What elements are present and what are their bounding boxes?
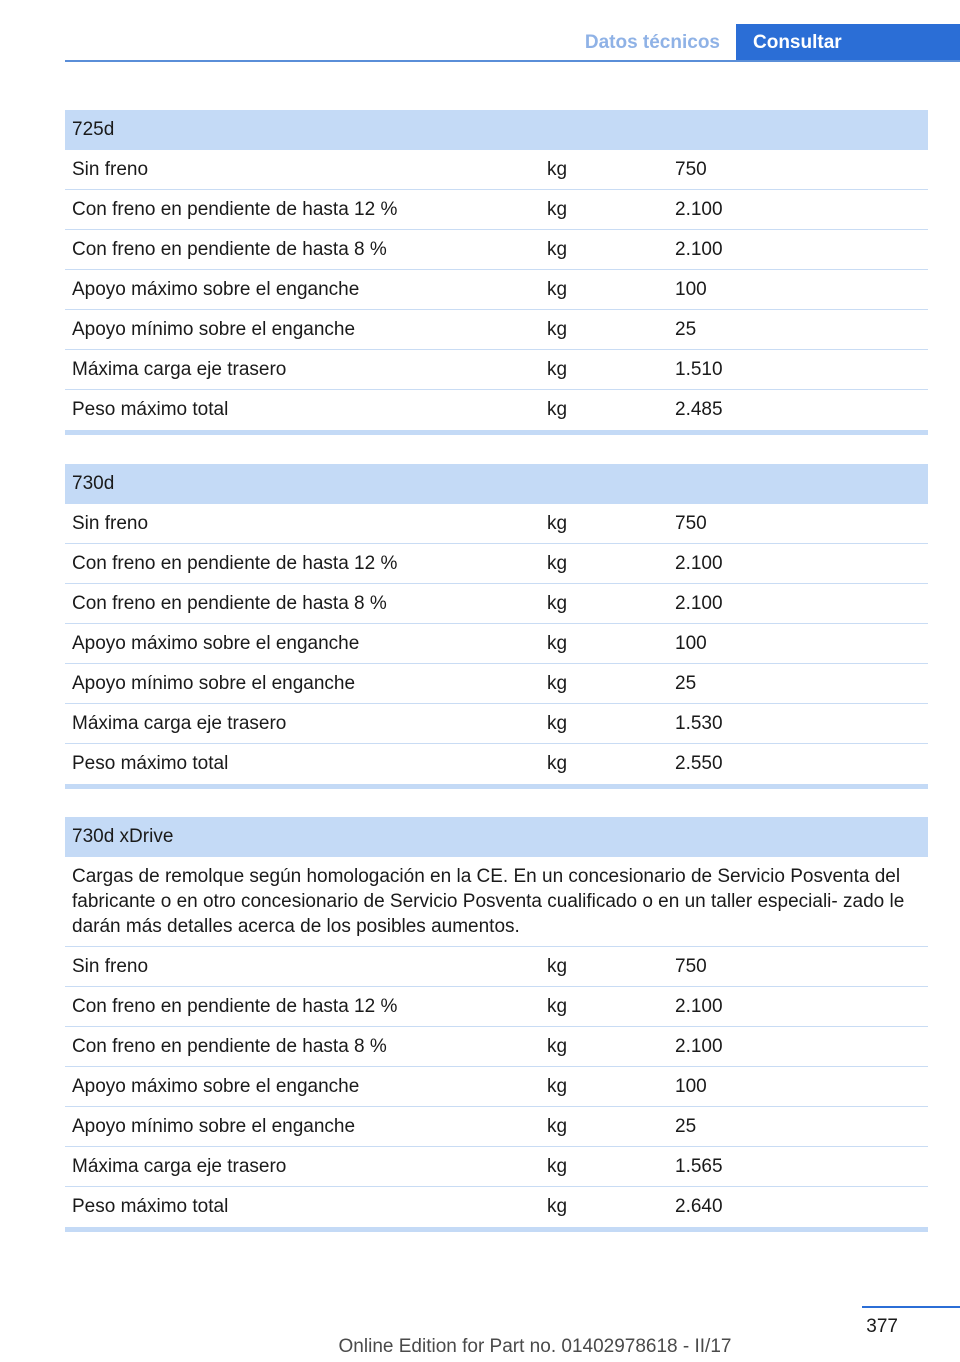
spec-table <box>65 464 928 789</box>
row-value: 2.550 <box>675 753 723 774</box>
table-row <box>65 310 928 350</box>
row-label: Máxima carga eje trasero <box>72 1156 287 1177</box>
table-row <box>65 150 928 190</box>
row-value: 2.100 <box>675 239 723 260</box>
spec-table <box>65 110 928 435</box>
row-value: 2.100 <box>675 1036 723 1057</box>
header-divider <box>65 60 960 62</box>
table-row <box>65 1147 928 1187</box>
table-row <box>65 230 928 270</box>
row-value: 2.100 <box>675 593 723 614</box>
row-value: 25 <box>675 1116 697 1137</box>
row-unit: kg <box>547 319 568 340</box>
table-row <box>65 1187 928 1227</box>
row-value: 1.530 <box>675 713 723 734</box>
row-value: 100 <box>675 1076 707 1097</box>
row-label: Sin freno <box>72 159 149 180</box>
row-unit: kg <box>547 159 568 180</box>
row-unit: kg <box>547 713 568 734</box>
table-row <box>65 544 928 584</box>
spec-table <box>65 817 928 1232</box>
row-unit: kg <box>547 996 568 1017</box>
row-unit: kg <box>547 633 568 654</box>
row-label: Peso máximo total <box>72 753 229 774</box>
row-value: 750 <box>675 513 707 534</box>
table-row <box>65 947 928 987</box>
row-label: Apoyo mínimo sobre el enganche <box>72 673 356 694</box>
row-label: Máxima carga eje trasero <box>72 713 287 734</box>
row-value: 2.100 <box>675 553 723 574</box>
table-row <box>65 584 928 624</box>
table-title: 730d xDrive <box>65 817 928 857</box>
row-value: 25 <box>675 319 697 340</box>
table-row <box>65 1067 928 1107</box>
row-unit: kg <box>547 553 568 574</box>
row-unit: kg <box>547 399 568 420</box>
table-row <box>65 624 928 664</box>
row-value: 2.100 <box>675 996 723 1017</box>
row-unit: kg <box>547 673 568 694</box>
row-unit: kg <box>547 513 568 534</box>
table-row <box>65 704 928 744</box>
row-unit: kg <box>547 1116 568 1137</box>
table-row <box>65 504 928 544</box>
row-unit: kg <box>547 956 568 977</box>
table-row <box>65 664 928 704</box>
row-unit: kg <box>547 1036 568 1057</box>
tab-consultar[interactable]: Consultar <box>736 24 960 61</box>
row-label: Máxima carga eje trasero <box>72 359 287 380</box>
row-value: 1.565 <box>675 1156 723 1177</box>
page-number: 377 <box>866 1316 898 1337</box>
row-label: Con freno en pendiente de hasta 8 % <box>72 239 387 260</box>
row-value: 2.640 <box>675 1196 723 1217</box>
row-label: Con freno en pendiente de hasta 8 % <box>72 1036 387 1057</box>
row-label: Apoyo máximo sobre el enganche <box>72 1076 360 1097</box>
row-label: Peso máximo total <box>72 1196 229 1217</box>
row-label: Con freno en pendiente de hasta 12 % <box>72 553 398 574</box>
table-row <box>65 390 928 430</box>
row-value: 2.485 <box>675 399 723 420</box>
table-row <box>65 270 928 310</box>
row-unit: kg <box>547 1076 568 1097</box>
table-bottom-bar <box>65 430 928 435</box>
row-value: 750 <box>675 159 707 180</box>
table-bottom-bar <box>65 1227 928 1232</box>
row-label: Con freno en pendiente de hasta 12 % <box>72 996 398 1017</box>
row-unit: kg <box>547 1156 568 1177</box>
table-row <box>65 190 928 230</box>
row-unit: kg <box>547 359 568 380</box>
table-row <box>65 1027 928 1067</box>
row-label: Sin freno <box>72 956 149 977</box>
row-label: Apoyo mínimo sobre el enganche <box>72 319 356 340</box>
row-value: 750 <box>675 956 707 977</box>
row-label: Peso máximo total <box>72 399 229 420</box>
row-label: Con freno en pendiente de hasta 8 % <box>72 593 387 614</box>
row-unit: kg <box>547 239 568 260</box>
row-label: Con freno en pendiente de hasta 12 % <box>72 199 398 220</box>
table-row <box>65 1107 928 1147</box>
table-title: 730d <box>65 464 928 504</box>
row-unit: kg <box>547 1196 568 1217</box>
row-value: 25 <box>675 673 697 694</box>
table-bottom-bar <box>65 784 928 789</box>
footer-divider <box>862 1306 960 1308</box>
table-row <box>65 744 928 784</box>
section-title: Datos técnicos <box>584 32 720 53</box>
row-value: 1.510 <box>675 359 723 380</box>
table-note: Cargas de remolque según homologación en la CE. En un concesionario de Servicio Posventa del fabricante o en otro concesionario de Servicio Posventa cualificado o en un taller especiali- zado le darán más detalles acerca de los posibles aumentos. <box>65 857 928 947</box>
table-row <box>65 350 928 390</box>
table-row <box>65 987 928 1027</box>
row-unit: kg <box>547 279 568 300</box>
row-value: 2.100 <box>675 199 723 220</box>
table-title: 725d <box>65 110 928 150</box>
row-value: 100 <box>675 279 707 300</box>
row-unit: kg <box>547 593 568 614</box>
row-label: Apoyo mínimo sobre el enganche <box>72 1116 356 1137</box>
row-unit: kg <box>547 753 568 774</box>
row-label: Apoyo máximo sobre el enganche <box>72 279 360 300</box>
row-unit: kg <box>547 199 568 220</box>
edition-note: Online Edition for Part no. 01402978618 - II/17 <box>338 1336 732 1357</box>
row-label: Sin freno <box>72 513 149 534</box>
row-label: Apoyo máximo sobre el enganche <box>72 633 360 654</box>
row-value: 100 <box>675 633 707 654</box>
